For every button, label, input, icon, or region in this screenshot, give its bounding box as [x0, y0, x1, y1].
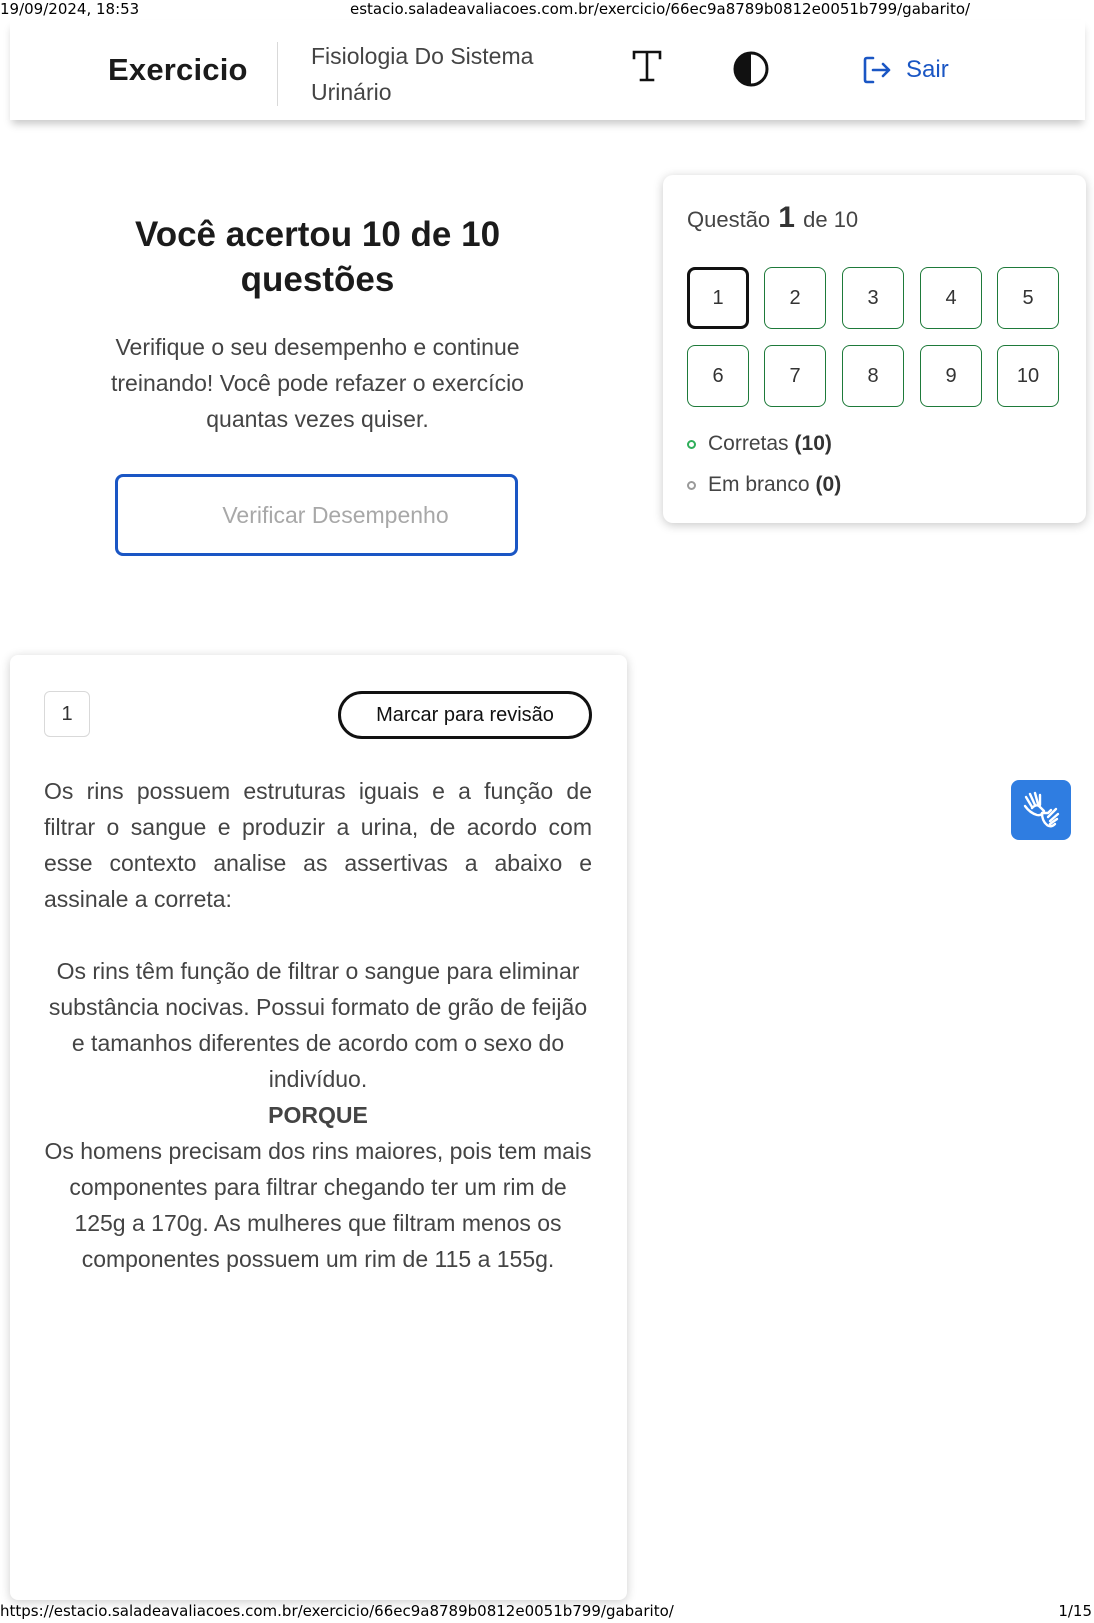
- verify-performance-button[interactable]: Verificar Desempenho: [115, 474, 518, 556]
- brand-title: Exercicio: [108, 52, 248, 87]
- mark-for-review-button[interactable]: Marcar para revisão: [338, 691, 592, 739]
- question-navigator: [663, 175, 1086, 523]
- assertion-2: Os homens precisam dos rins maiores, pois tem mais componentes para filtrar chegando ter um rim de 125g a 170g. As mulheres que filtram menos os componentes possuem um rim de 115 a 155g.: [44, 1138, 592, 1272]
- correct-dot-icon: [687, 440, 696, 449]
- print-footer: [0, 1600, 1094, 1623]
- navigator-title: [687, 201, 858, 235]
- question-card: [10, 655, 627, 1600]
- sign-language-hands-icon: [1020, 789, 1062, 831]
- print-datetime: 19/09/2024, 18:53: [0, 0, 140, 18]
- legend-correct-count: (10): [794, 432, 832, 455]
- legend-blank-count: (0): [815, 473, 842, 496]
- print-page-number: 1/15: [1058, 1602, 1092, 1620]
- assertion-1: Os rins têm função de filtrar o sangue para eliminar substância nocivas. Possui formato de grão de feijão e tamanhos diferentes de acordo com o sexo do indivíduo.: [48, 958, 588, 1092]
- logout-label: Sair: [906, 56, 949, 83]
- top-navigation-bar: [10, 20, 1085, 120]
- question-button-8[interactable]: 8: [842, 345, 904, 407]
- question-button-1[interactable]: 1: [687, 267, 749, 329]
- assertions-block: [44, 953, 592, 1277]
- legend-blank: [687, 473, 841, 497]
- question-button-3[interactable]: 3: [842, 267, 904, 329]
- print-footer-url: https://estacio.saladeavaliacoes.com.br/exercicio/66ec9a8789b0812e0051b799/gabarito/: [0, 1602, 674, 1620]
- question-button-7[interactable]: 7: [764, 345, 826, 407]
- logout-icon: [860, 53, 894, 87]
- print-header: [0, 0, 1094, 20]
- result-subtitle: Verifique o seu desempenho e continue treinando! Você pode refazer o exercício quantas vezes quiser.: [111, 334, 524, 432]
- blank-dot-icon: [687, 481, 696, 490]
- legend-correct-label: Corretas: [708, 432, 789, 455]
- question-stem: Os rins possuem estruturas iguais e a função de filtrar o sangue e produzir a urina, de acordo com esse contexto analise as assertivas a abaixo e assinale a correta:: [44, 778, 592, 912]
- navigator-label-prefix: Questão: [687, 207, 771, 232]
- question-button-2[interactable]: 2: [764, 267, 826, 329]
- header-divider: [277, 42, 278, 106]
- contrast-icon[interactable]: [732, 50, 770, 88]
- question-button-10[interactable]: 10: [997, 345, 1059, 407]
- logout-button[interactable]: [860, 50, 949, 90]
- result-title: Você acertou 10 de 10 questões: [134, 215, 501, 299]
- course-title: Fisiologia Do Sistema Urinário: [311, 43, 534, 105]
- question-button-6[interactable]: 6: [687, 345, 749, 407]
- assertion-connector: PORQUE: [268, 1102, 368, 1128]
- legend-correct: [687, 432, 832, 456]
- question-button-9[interactable]: 9: [920, 345, 982, 407]
- print-header-url: estacio.saladeavaliacoes.com.br/exercicio/66ec9a8789b0812e0051b799/gabarito/: [350, 0, 971, 18]
- question-button-5[interactable]: 5: [997, 267, 1059, 329]
- question-number-badge: 1: [44, 691, 90, 737]
- sign-language-button[interactable]: [1011, 780, 1071, 840]
- question-button-4[interactable]: 4: [920, 267, 982, 329]
- navigator-label-suffix: de 10: [803, 207, 859, 232]
- font-size-icon[interactable]: [627, 46, 667, 86]
- legend-blank-label: Em branco: [708, 473, 810, 496]
- current-question-number: 1: [778, 201, 795, 234]
